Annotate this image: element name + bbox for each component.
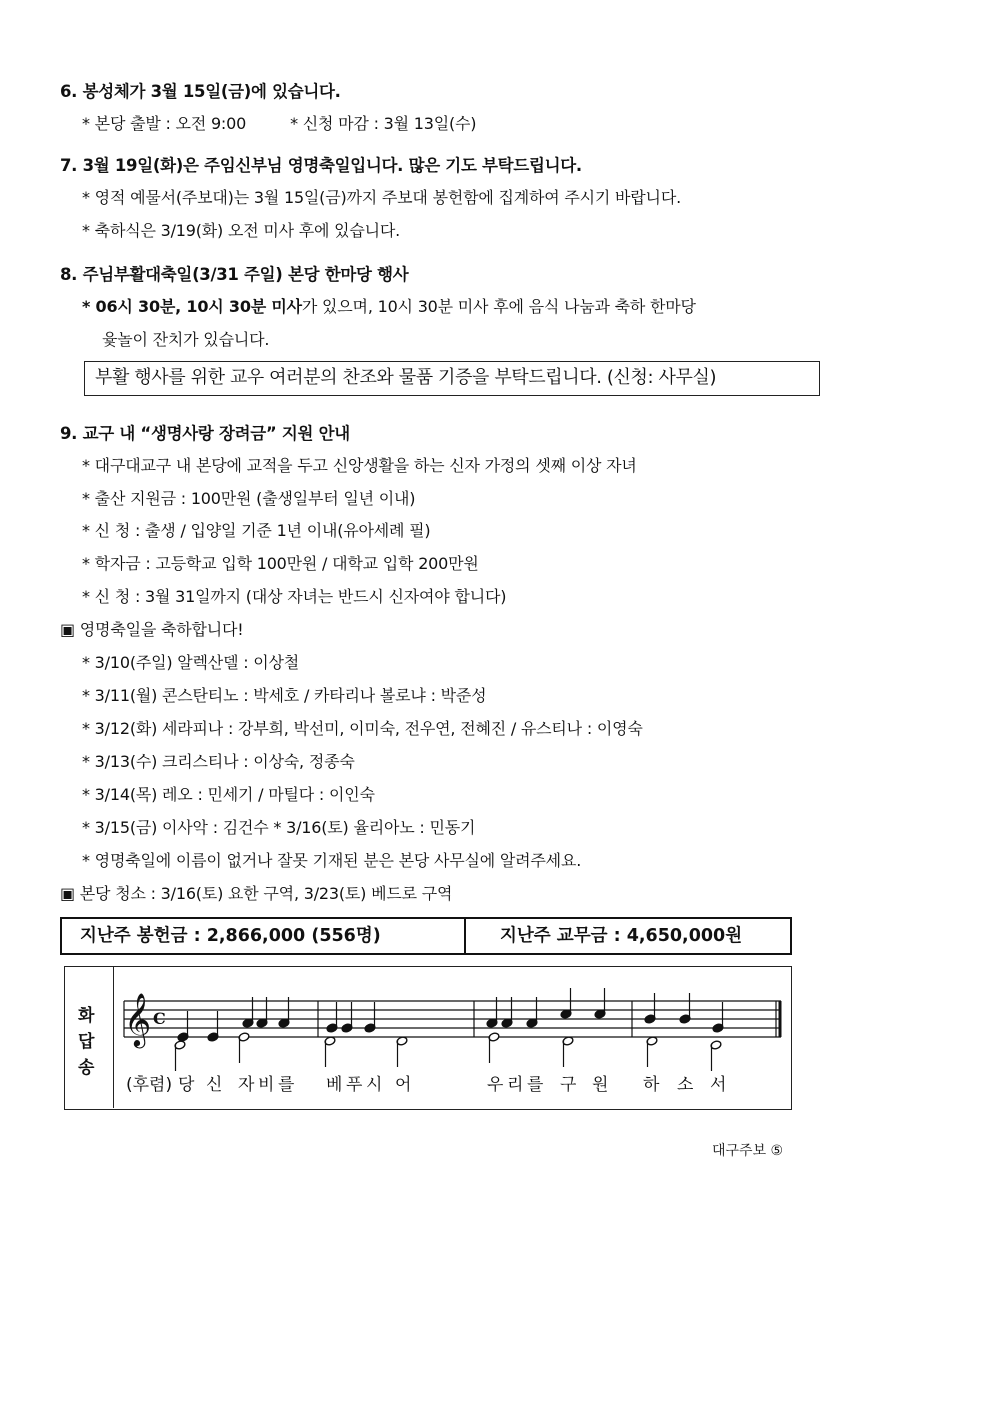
notice-9-title: 9. 교구 내 “생명사랑 장려금” 지원 안내 xyxy=(60,424,350,443)
weekly-dues: 지난주 교무금 : 4,650,000원 xyxy=(500,926,743,946)
feast-line: * 3/15(금) 이사악 : 김건수 * 3/16(토) 율리아노 : 민동기 xyxy=(82,818,476,837)
donation-request-box: 부활 행사를 위한 교우 여러분의 찬조와 물품 기증을 부탁드립니다. (신청: 사무실) xyxy=(84,361,820,396)
feast-line: * 영명축일에 이름이 없거나 잘못 기재된 분은 본당 사무실에 알려주세요. xyxy=(82,851,582,870)
notice-7-title: 7. 3월 19일(화)은 주임신부님 영명축일입니다. 많은 기도 부탁드립니다. xyxy=(60,156,582,175)
lyric-syllable: 원 xyxy=(592,1075,609,1095)
notice-9-detail-3: * 신 청 : 출생 / 입양일 기준 1년 이내(유아세례 필) xyxy=(82,521,431,540)
lyric-syllable: 구 xyxy=(560,1075,577,1095)
svg-text:C: C xyxy=(153,1009,166,1028)
notice-8-title: 8. 주님부활대축일(3/31 주일) 본당 한마당 행사 xyxy=(60,265,409,284)
offering-divider xyxy=(464,919,466,953)
psalm-label-char: 화 xyxy=(78,1006,95,1026)
notice-6-title: 6. 봉성체가 3월 15일(금)에 있습니다. xyxy=(60,82,341,101)
offering-table xyxy=(60,917,792,955)
notice-9-detail-4: * 학자금 : 고등학교 입학 100만원 / 대학교 입학 200만원 xyxy=(82,554,479,573)
psalm-label-char: 답 xyxy=(78,1032,95,1052)
notice-7-detail-2: * 축하식은 3/19(화) 오전 미사 후에 있습니다. xyxy=(82,221,401,240)
lyric-syllable: 를 xyxy=(278,1075,295,1095)
feast-line: * 3/10(주일) 알렉산델 : 이상철 xyxy=(82,653,300,672)
notice-6-deadline: * 신청 마감 : 3월 13일(수) xyxy=(290,114,477,133)
lyric-syllable: 신 xyxy=(206,1075,223,1095)
lyric-syllable: 당 xyxy=(178,1075,195,1095)
notice-7-detail-1: * 영적 예물서(주보대)는 3월 15일(금)까지 주보대 봉헌함에 집계하여 주시기 바랍니다. xyxy=(82,188,681,207)
notice-9-detail-1: * 대구대교구 내 본당에 교적을 두고 신앙생활을 하는 신자 가정의 셋째 이상 자녀 xyxy=(82,456,637,475)
feast-line: * 3/12(화) 세라피나 : 강부희, 박선미, 이미숙, 전우연, 전혜진 / 유스티나 : 이영숙 xyxy=(82,719,643,738)
notice-8-detail-1 xyxy=(82,294,696,317)
lyric-syllable: 를 xyxy=(527,1075,544,1095)
lyric-syllable: 자 xyxy=(238,1075,255,1095)
lyric-syllable: 소 xyxy=(677,1075,694,1095)
notice-9-detail-2: * 출산 지원금 : 100만원 (출생일부터 일년 이내) xyxy=(82,489,416,508)
lyric-syllable: 베 xyxy=(326,1075,343,1095)
lyric-syllable: 우 xyxy=(487,1075,504,1095)
weekly-offering: 지난주 봉헌금 : 2,866,000 (556명) xyxy=(80,926,381,946)
lyric-syllable: 푸 xyxy=(346,1075,363,1095)
notice-8-detail-rest: 가 있으며, 10시 30분 미사 후에 음식 나눔과 축하 한마당 xyxy=(301,297,696,316)
notice-6-detail xyxy=(82,111,476,134)
page-footer: 대구주보 ⑤ xyxy=(712,1143,784,1159)
cleaning-notice: ▣ 본당 청소 : 3/16(토) 요한 구역, 3/23(토) 베드로 구역 xyxy=(60,884,453,903)
notice-8-detail-2: 윷놀이 잔치가 있습니다. xyxy=(102,330,270,349)
lyric-syllable: 리 xyxy=(507,1075,524,1095)
lyric-syllable: 서 xyxy=(710,1075,727,1095)
psalm-label xyxy=(65,967,114,1108)
feast-title: ▣ 영명축일을 축하합니다! xyxy=(60,620,244,639)
lyric-syllable: 비 xyxy=(258,1075,275,1095)
lyric-syllable: 하 xyxy=(643,1075,660,1095)
svg-text:𝄞: 𝄞 xyxy=(124,992,152,1046)
notice-8-mass-times: * 06시 30분, 10시 30분 미사 xyxy=(82,297,302,316)
notice-9-detail-5: * 신 청 : 3월 31일까지 (대상 자녀는 반드시 신자여야 합니다) xyxy=(82,587,507,606)
psalm-label-char: 송 xyxy=(78,1058,95,1078)
feast-line: * 3/11(월) 콘스탄티노 : 박세호 / 카타리나 볼로냐 : 박준성 xyxy=(82,686,487,705)
lyric-syllable: 시 xyxy=(366,1075,383,1095)
notice-6-departure: * 본당 출발 : 오전 9:00 xyxy=(82,114,247,133)
feast-line: * 3/13(수) 크리스티나 : 이상숙, 정종숙 xyxy=(82,752,355,771)
lyric-syllable: (후렴) xyxy=(126,1075,173,1095)
lyric-syllable: 어 xyxy=(395,1075,412,1095)
feast-line: * 3/14(목) 레오 : 민세기 / 마틸다 : 이인숙 xyxy=(82,785,375,804)
